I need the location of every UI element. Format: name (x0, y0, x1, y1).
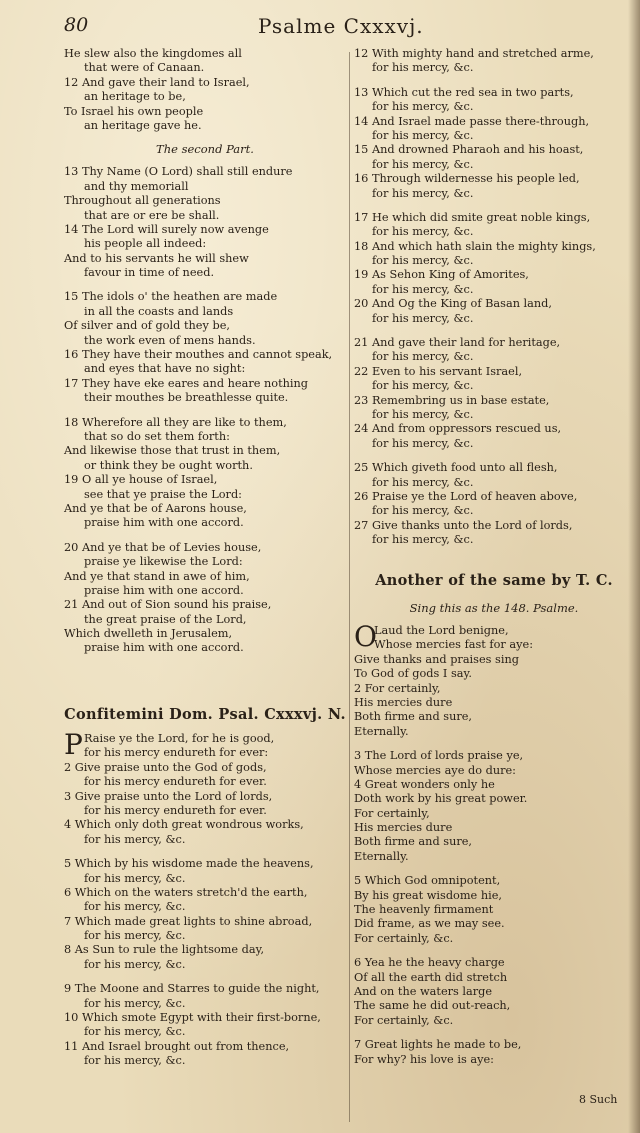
verse-line: 25 Which giveth food unto all flesh, (354, 461, 558, 475)
section-heading: Another of the same by T. C. (375, 572, 613, 589)
verse-line: that so do set them forth: (84, 429, 230, 443)
verse-line: 13 Thy Name (O Lord) shall still endure (64, 165, 293, 179)
right-lower-section (354, 570, 634, 1067)
verse-line: 21 And out of Sion sound his praise, (64, 598, 272, 612)
running-head: Psalme Cxxxvj. (258, 14, 424, 38)
verse-block (354, 956, 634, 1028)
verse-line: 6 Which on the waters stretch'd the earth, (64, 885, 308, 899)
drop-cap: O (354, 620, 377, 653)
verse-line: for his mercy, &c. (372, 379, 474, 393)
verse-line: 21 And gave their land for heritage, (354, 336, 561, 350)
verse-line: 19 As Sehon King of Amorites, (354, 268, 529, 282)
verse-line: 6 Yea he the heavy charge (354, 956, 505, 970)
verse-line: for his mercy, &c. (372, 533, 474, 547)
verse-line: for his mercy, &c. (84, 929, 186, 943)
verse-line: for his mercy endureth for ever. (84, 803, 267, 817)
verse-line: 23 Remembring us in base estate, (354, 393, 550, 407)
verse-line: The heavenly firmament (354, 903, 494, 917)
verse-line: Whose mercies aye do dure: (354, 763, 516, 777)
verse-line: the work even of mens hands. (84, 333, 256, 347)
verse-line: for his mercy, &c. (84, 1054, 186, 1068)
verse-block (354, 211, 634, 326)
verse-line: for his mercy, &c. (372, 100, 474, 114)
verse-block (64, 416, 346, 531)
verse-line: Give thanks and praises sing (354, 652, 519, 666)
verse-line: for his mercy, &c. (372, 282, 474, 296)
verse-line: Both firme and sure, (354, 835, 473, 849)
verse-line: He slew also the kingdomes all (64, 47, 242, 60)
verse-line: For certainly, (354, 806, 430, 820)
verse-line: 3 The Lord of lords praise ye, (354, 749, 524, 763)
verse-line: see that ye praise the Lord: (84, 487, 242, 501)
verse-line: For certainly, &c. (354, 931, 454, 945)
verse-line: for his mercy, &c. (372, 61, 474, 75)
verse-block (64, 857, 346, 972)
verse-line: for his mercy, &c. (84, 832, 186, 846)
verse-line: for his mercy, &c. (372, 128, 474, 142)
tune-note: Sing this as the 148. Psalme. (409, 601, 579, 615)
verse-line: 26 Praise ye the Lord of heaven above, (354, 489, 578, 503)
verse-line: for his mercy, &c. (84, 900, 186, 914)
verse-line: Of all the earth did stretch (354, 970, 508, 984)
verse-line: And to his servants he will shew (64, 251, 249, 265)
verse-line: 17 He which did smite great noble kings, (354, 210, 591, 224)
verse-line: Which dwelleth in Jerusalem, (64, 627, 233, 641)
page-header (0, 14, 640, 42)
verse-block (354, 1038, 634, 1067)
verse-block (354, 47, 634, 201)
verse-line: praise him with one accord. (84, 583, 244, 597)
verse-block (64, 982, 346, 1068)
verse-line: And ye that be of Aarons house, (64, 501, 247, 515)
verse-line: And on the waters large (354, 984, 493, 998)
verse-line: 14 And Israel made passe there-through, (354, 114, 590, 128)
verse-line: For why? his love is aye: (354, 1052, 494, 1066)
verse-line: And likewise those that trust in them, (64, 444, 281, 458)
verse-line: that are or ere be shall. (84, 208, 220, 222)
verse-line: 20 And Og the King of Basan land, (354, 297, 553, 311)
verse-line: an heritage gave he. (84, 118, 202, 132)
verse-line: 3 Give praise unto the Lord of lords, (64, 789, 273, 803)
verse-line: for his mercy, &c. (84, 957, 186, 971)
verse-line: for his mercy, &c. (372, 475, 474, 489)
verse-line: Of silver and of gold they be, (64, 319, 230, 333)
verse-block (64, 541, 346, 656)
verse-line: 11 And Israel brought out from thence, (64, 1039, 290, 1053)
verse-line: for his mercy, &c. (372, 350, 474, 364)
verse-line: To Israel his own people (64, 104, 204, 118)
verse-block (354, 620, 634, 653)
verse-line: that were of Canaan. (84, 61, 205, 75)
verse-line: Laud the Lord benigne, (374, 624, 509, 637)
verse-line: the great praise of the Lord, (84, 612, 247, 626)
verse-line: 20 And ye that be of Levies house, (64, 540, 262, 554)
verse-line: Whose mercies fast for aye: (374, 638, 534, 652)
verse-line: 2 For certainly, (354, 681, 441, 695)
verse-line: 13 Which cut the red sea in two parts, (354, 85, 574, 99)
verse-line: 5 Which by his wisdome made the heavens, (64, 857, 314, 871)
verse-line: 9 The Moone and Starres to guide the night, (64, 982, 320, 996)
verse-line: 4 Great wonders only he (354, 777, 495, 791)
drop-cap: P (64, 728, 83, 761)
verse-block (354, 653, 634, 739)
verse-line: for his mercy, &c. (372, 311, 474, 325)
verse-line: 22 Even to his servant Israel, (354, 364, 523, 378)
verse-line: for his mercy, &c. (84, 996, 186, 1010)
verse-line: The same he did out-reach, (354, 999, 511, 1013)
verse-block (64, 290, 346, 405)
verse-line: Eternally. (354, 849, 409, 863)
verse-line: 10 Which smote Egypt with their first-borne, (64, 1011, 321, 1025)
verse-line: or think they be ought worth. (84, 458, 253, 472)
verse-line: Doth work by his great power. (354, 792, 528, 806)
verse-line: their mouthes be breathlesse quite. (84, 391, 289, 405)
verse-line: 19 O all ye house of Israel, (64, 473, 218, 487)
verse-line: Raise ye the Lord, for he is good, (84, 732, 275, 745)
verse-line: And ye that stand in awe of him, (64, 569, 250, 583)
verse-line: For certainly, &c. (354, 1013, 454, 1027)
verse-line: 15 And drowned Pharaoh and his hoast, (354, 143, 584, 157)
verse-line: 24 And from oppressors rescued us, (354, 422, 562, 436)
verse-line: for his mercy, &c. (372, 254, 474, 268)
verse-line: favour in time of need. (84, 266, 215, 280)
page-number: 80 (64, 14, 89, 36)
verse-line: 27 Give thanks unto the Lord of lords, (354, 518, 573, 532)
verse-line: praise him with one accord. (84, 641, 244, 655)
verse-line: His mercies dure (354, 695, 453, 709)
verse-line: 17 They have eke eares and heare nothing (64, 376, 309, 390)
verse-line: and eyes that have no sight: (84, 362, 246, 376)
verse-line: 16 They have their mouthes and cannot speak, (64, 348, 333, 362)
verse-line: 12 And gave their land to Israel, (64, 75, 250, 89)
verse-line: 15 The idols o' the heathen are made (64, 290, 278, 304)
verse-block (64, 761, 346, 847)
verse-line: Eternally. (354, 724, 409, 738)
verse-block (354, 336, 634, 451)
verse-line: 4 Which only doth great wondrous works, (64, 818, 304, 832)
verse-block (64, 165, 346, 280)
verse-line: praise him with one accord. (84, 516, 244, 530)
verse-line: His mercies dure (354, 821, 453, 835)
verse-line: 16 Through wildernesse his people led, (354, 172, 580, 186)
verse-line: 18 Wherefore all they are like to them, (64, 415, 287, 429)
verse-line: 2 Give praise unto the God of gods, (64, 760, 267, 774)
verse-line: 7 Which made great lights to shine abroad, (64, 914, 313, 928)
verse-line: Did frame, as we may see. (354, 917, 505, 931)
catchword: 8 Such (579, 1093, 618, 1106)
verse-line: 8 As Sun to rule the lightsome day, (64, 943, 265, 957)
verse-line: 5 Which God omnipotent, (354, 874, 501, 888)
right-column (354, 47, 634, 548)
verse-line: for his mercy, &c. (372, 504, 474, 518)
section-heading: Confitemini Dom. Psal. Cxxxvj. N. (64, 706, 346, 723)
verse-line: 14 The Lord will surely now avenge (64, 222, 269, 236)
verse-block (64, 47, 346, 133)
verse-block (354, 749, 634, 864)
verse-line: for his mercy, &c. (84, 1025, 186, 1039)
verse-line: for his mercy, &c. (372, 225, 474, 239)
verse-line: 7 Great lights he made to be, (354, 1038, 522, 1052)
verse-line: praise ye likewise the Lord: (84, 555, 243, 569)
left-lower-section (64, 704, 346, 1069)
verse-line: By his great wisdome hie, (354, 888, 503, 902)
verse-block (354, 461, 634, 547)
verse-line: for his mercy, &c. (84, 871, 186, 885)
verse-line: and thy memoriall (84, 179, 189, 193)
verse-line: for his mercy, &c. (372, 186, 474, 200)
column-divider (349, 52, 350, 1122)
verse-line: for his mercy endureth for ever. (84, 775, 267, 789)
verse-line: for his mercy, &c. (372, 407, 474, 421)
verse-line: for his mercy, &c. (372, 157, 474, 171)
verse-line: 12 With mighty hand and stretched arme, (354, 47, 594, 60)
verse-line: for his mercy endureth for ever: (84, 746, 269, 760)
verse-line: To God of gods I say. (354, 667, 472, 681)
verse-block (354, 874, 634, 946)
left-column (64, 47, 346, 656)
verse-line: Throughout all generations (64, 194, 221, 208)
verse-line: Both firme and sure, (354, 710, 473, 724)
verse-line: in all the coasts and lands (84, 304, 234, 318)
verse-line: for his mercy, &c. (372, 436, 474, 450)
verse-line: an heritage to be, (84, 90, 186, 104)
verse-line: 18 And which hath slain the mighty kings, (354, 239, 596, 253)
verse-line: his people all indeed: (84, 237, 207, 251)
verse-block (64, 728, 346, 761)
part-heading: The second Part. (156, 142, 254, 157)
